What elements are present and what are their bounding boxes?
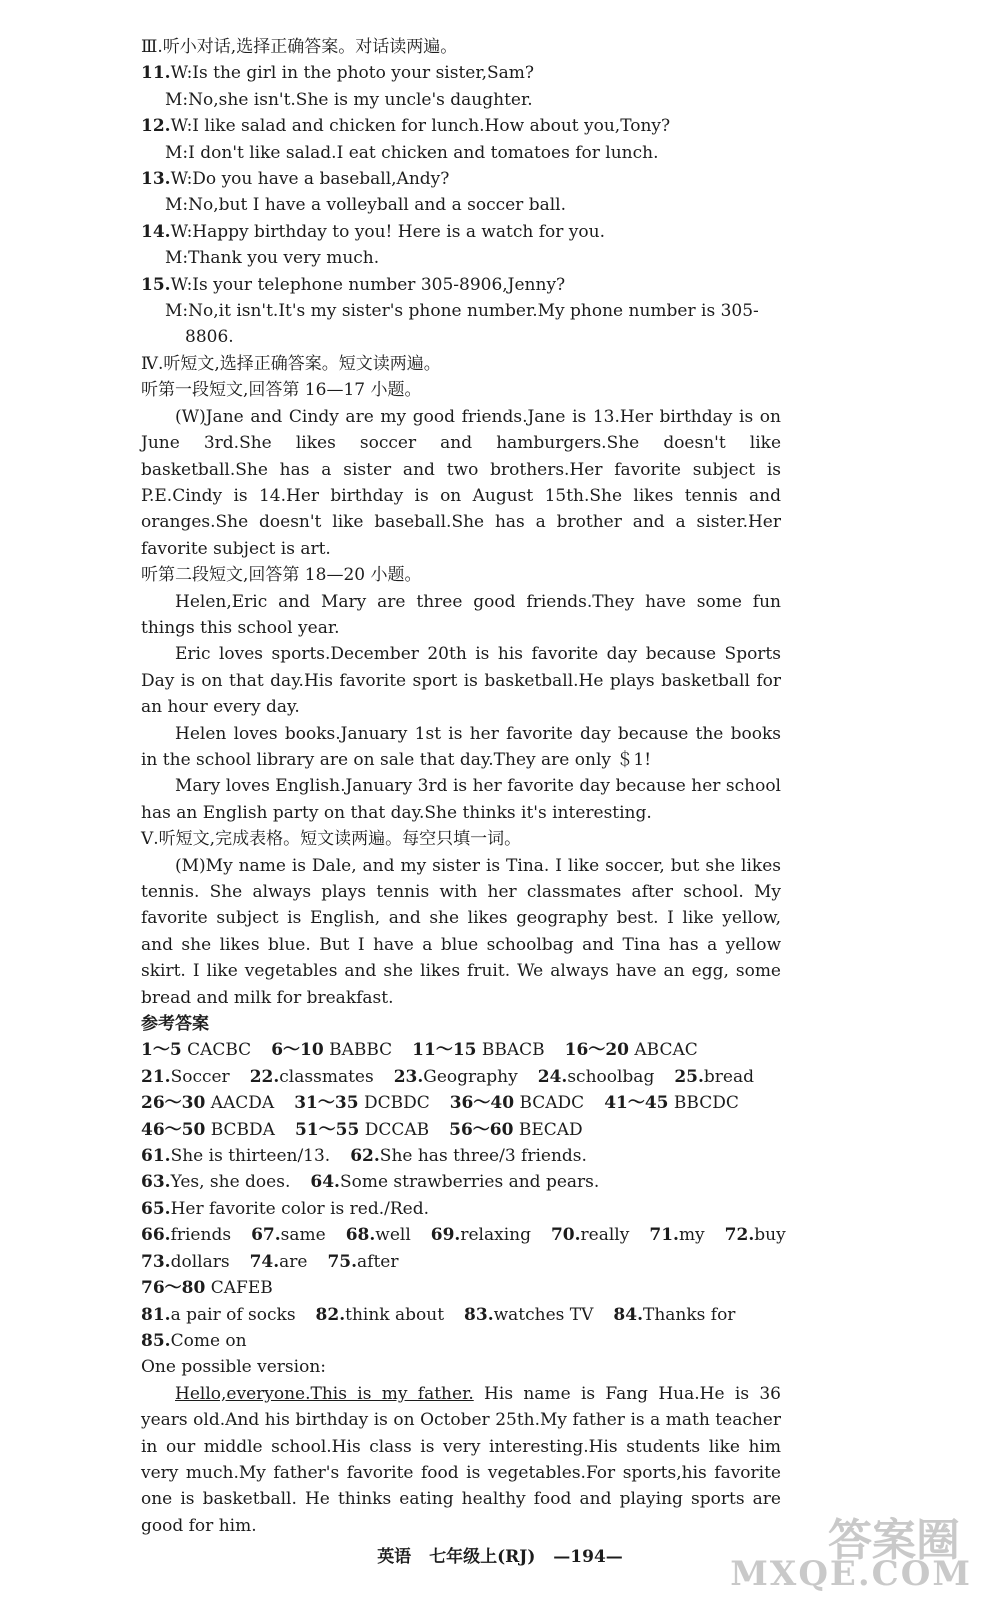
answer-number: 71. [649,1225,679,1246]
answer-number: 72. [724,1225,755,1246]
answer-row [141,1222,786,1248]
answer-item [141,1305,296,1325]
section-5-text: (M)My name is Dale, and my sister is Tina. I like soccer, but she likes tennis. She always plays tennis with her classmates after school. My favorite subject is English, and she likes geography best. I like yellow, and she likes blue. But I have a blue schoolbag and Tina has a yellow skirt. I like vegetables and she likes fruit. We always have an egg, some bread and milk for breakfast. [141,855,781,1008]
answer-number: 22. [249,1066,280,1087]
answer-number: 73. [141,1251,171,1272]
dialog-w-text: W:Happy birthday to you! Here is a watch for you. [170,221,605,242]
answer-value: same [280,1225,326,1246]
answer-item [294,1093,430,1113]
sample-essay [141,1381,781,1539]
answer-item [141,1040,251,1060]
dialog-m-line: M:No,it isn't.It's my sister's phone number.My phone number is 305- [165,301,759,322]
answer-item [141,1278,273,1298]
answer-number: 67. [251,1225,281,1246]
answer-number: 70. [550,1225,581,1246]
answer-item [141,1093,274,1113]
essay-opening: Hello,everyone.This is my father. [175,1383,474,1404]
answer-value: friends [170,1225,232,1246]
answer-value: BABBC [329,1040,393,1061]
answer-value: AACDA [210,1093,275,1114]
footer-grade: 七年级上(RJ) [429,1547,536,1567]
answer-value: bread [703,1066,755,1087]
answer-value: are [279,1251,308,1272]
page-content [141,34,786,1539]
footer-subject: 英语 [377,1547,412,1567]
answer-number: 75. [327,1251,358,1272]
answer-item [450,1093,584,1113]
answer-value: Some strawberries and pears. [339,1172,600,1193]
question-number: 14. [141,221,171,242]
answer-number: 74. [249,1251,280,1272]
answer-number: 51～55 [294,1119,360,1140]
answer-item [346,1225,411,1245]
question-number: 15. [141,274,171,295]
answer-number: 56～60 [449,1119,514,1140]
answer-value: ABCAC [634,1040,698,1061]
answer-item [674,1067,754,1087]
answer-value: DCBDC [363,1093,430,1114]
answer-value: DCCAB [364,1119,430,1140]
answer-value: Come on [170,1330,247,1351]
answer-number: 21. [141,1066,171,1087]
answer-number: 24. [537,1066,568,1087]
dialog-w-line [141,166,781,192]
answer-value: dollars [170,1251,230,1272]
answer-value: after [357,1251,399,1272]
part2-intro: 听第二段短文,回答第 18—20 小题。 [141,565,422,586]
answer-item [251,1225,326,1245]
answer-number: 61. [141,1146,171,1167]
answer-value: watches TV [493,1304,594,1325]
answer-value: well [375,1225,411,1246]
answer-row [141,1090,781,1116]
answer-number: 84. [613,1304,643,1325]
answer-item [449,1120,583,1140]
answer-row [141,1169,781,1195]
dialog-m-line: 8806. [185,327,234,348]
part1-text: (W)Jane and Cindy are my good friends.Jane is 13.Her birthday is on June 3rd.She likes soccer and hamburgers.She doesn't like basketball.She has a sister and two brothers.Her favorite subject is P.E.Cindy is 14.Her birthday is on August 15th.She likes tennis and oranges.She doesn't like baseball.She has a brother and a sister.Her favorite subject is art. [141,406,781,559]
answer-item [250,1252,308,1272]
answer-number: 63. [141,1172,171,1193]
answer-value: classmates [279,1066,374,1087]
answer-value: BCADC [519,1093,585,1114]
answer-item [431,1225,531,1245]
section-4-heading: Ⅳ.听短文,选择正确答案。短文读两遍。 [141,353,441,374]
answer-value: BBCDC [673,1093,739,1114]
answer-row [141,1275,781,1301]
answer-number: 36～40 [449,1093,515,1114]
answer-number: 81. [141,1304,171,1325]
dialog-w-line [141,219,781,245]
dialog-m-line: M:I don't like salad.I eat chicken and tomatoes for lunch. [165,142,659,163]
answer-item [394,1067,518,1087]
answer-value: CACBC [187,1040,252,1061]
part2-para: Eric loves sports.December 20th is his favorite day because Sports Day is on that day.His favorite sport is basketball.He plays basketball for an hour every day. [141,644,781,718]
answer-item [141,1225,231,1245]
answer-value: Soccer [170,1066,230,1087]
dialog-w-line [141,60,781,86]
answer-number: 85. [141,1330,171,1351]
part2-para: Helen loves books.January 1st is her favorite day because the books in the school library are on sale that day.They are only ＄1! [141,723,781,770]
answer-number: 25. [674,1066,704,1087]
part1-intro: 听第一段短文,回答第 16—17 小题。 [141,380,422,401]
answer-number: 11～15 [412,1040,477,1061]
dialog-list [141,60,781,350]
answer-number: 69. [430,1225,461,1246]
answer-item [350,1146,587,1166]
answer-number: 46～50 [141,1119,206,1140]
answer-row [141,1196,781,1222]
answer-number: 66. [141,1225,171,1246]
answer-number: 1～5 [141,1040,182,1061]
answer-value: BBACB [481,1040,545,1061]
question-number: 11. [141,63,171,84]
dialog-w-text: W:Is the girl in the photo your sister,Sam? [170,63,535,84]
answer-item [141,1146,330,1166]
watermark-logo: 答案圈 [828,1515,960,1566]
answer-value: relaxing [460,1225,531,1246]
answer-number: 82. [315,1304,346,1325]
answer-number: 16～20 [564,1040,629,1061]
essay-body: His name is Fang Hua.He is 36 years old.And his birthday is on October 25th.My father is a math teacher in our middle school.His class is very interesting.His students like him very much.My father's favorite food is vegetables.For sports,his favorite one is basketball. He thinks eating healthy food and playing sports are good for him. [141,1383,781,1536]
answer-number: 6～10 [271,1040,324,1061]
dialog-w-line [141,113,781,139]
dialog-m-line: M:Thank you very much. [165,248,380,269]
answer-item [141,1172,290,1192]
answer-row [141,1249,781,1275]
answer-item [412,1040,545,1060]
answer-item [565,1040,698,1060]
answer-number: 31～35 [294,1093,359,1114]
answer-number: 64. [310,1172,340,1193]
answer-item [141,1331,247,1351]
dialog-w-text: W:Do you have a baseball,Andy? [170,169,450,190]
answer-number: 23. [393,1066,424,1087]
part2-para: Helen,Eric and Mary are three good friends.They have some fun things this school year. [141,591,781,638]
part2-para: Mary loves English.January 3rd is her favorite day because her school has an English party on that day.She thinks it's interesting. [141,776,781,823]
answer-value: Her favorite color is red./Red. [170,1198,429,1219]
answer-item [310,1172,599,1192]
answer-list [141,1037,786,1354]
answer-number: 65. [141,1198,171,1219]
answer-row [141,1328,781,1354]
answer-value: really [580,1225,630,1246]
answer-item [604,1093,739,1113]
answer-row [141,1302,781,1328]
answer-value: buy [754,1225,786,1246]
question-number: 13. [141,169,171,190]
answer-value: schoolbag [567,1066,655,1087]
answer-item [141,1067,230,1087]
answer-item [141,1120,275,1140]
answer-item [271,1040,392,1060]
answer-item [725,1225,786,1245]
answer-item [141,1199,429,1219]
answer-value: BECAD [518,1119,583,1140]
answer-row [141,1037,781,1063]
answer-item [250,1067,374,1087]
section-3-heading: Ⅲ.听小对话,选择正确答案。对话读两遍。 [141,37,458,57]
answer-row [141,1143,781,1169]
answer-item [538,1067,655,1087]
watermark [730,1504,990,1594]
answer-number: 83. [464,1304,494,1325]
answer-item [649,1225,704,1245]
version-label: One possible version: [141,1357,326,1378]
answer-value: She is thirteen/13. [170,1146,331,1167]
page-number: —194— [553,1547,623,1567]
answer-number: 62. [350,1146,380,1167]
dialog-m-line: M:No,she isn't.She is my uncle's daughter. [165,89,533,110]
answer-item [464,1305,593,1325]
dialog-w-text: W:Is your telephone number 305-8906,Jenny? [170,274,566,295]
dialog-w-line [141,272,781,298]
answer-row [141,1064,781,1090]
watermark-url: MXQE.COM [730,1554,972,1594]
answer-number: 26～30 [141,1093,206,1114]
answers-heading: 参考答案 [141,1014,209,1035]
answer-item [316,1305,444,1325]
answer-item [551,1225,629,1245]
answer-item [295,1120,429,1140]
answer-value: CAFEB [210,1278,273,1299]
answer-value: my [678,1225,705,1246]
question-number: 12. [141,116,171,137]
answer-number: 41～45 [604,1093,669,1114]
answer-item [613,1305,735,1325]
answer-item [141,1252,230,1272]
answer-value: Thanks for [642,1304,736,1325]
answer-value: a pair of socks [170,1304,296,1325]
answer-number: 76～80 [141,1278,206,1299]
answer-value: Geography [423,1066,518,1087]
answer-value: BCBDA [210,1119,275,1140]
dialog-m-line: M:No,but I have a volleyball and a soccer ball. [165,195,566,216]
answer-item [327,1252,398,1272]
answer-value: Yes, she does. [170,1172,291,1193]
answer-value: think about [345,1304,445,1325]
section-5-heading: Ⅴ.听短文,完成表格。短文读两遍。每空只填一词。 [141,829,522,850]
dialog-w-text: W:I like salad and chicken for lunch.How about you,Tony? [170,116,671,137]
answer-row [141,1117,781,1143]
answer-number: 68. [345,1225,376,1246]
answer-value: She has three/3 friends. [379,1146,587,1167]
